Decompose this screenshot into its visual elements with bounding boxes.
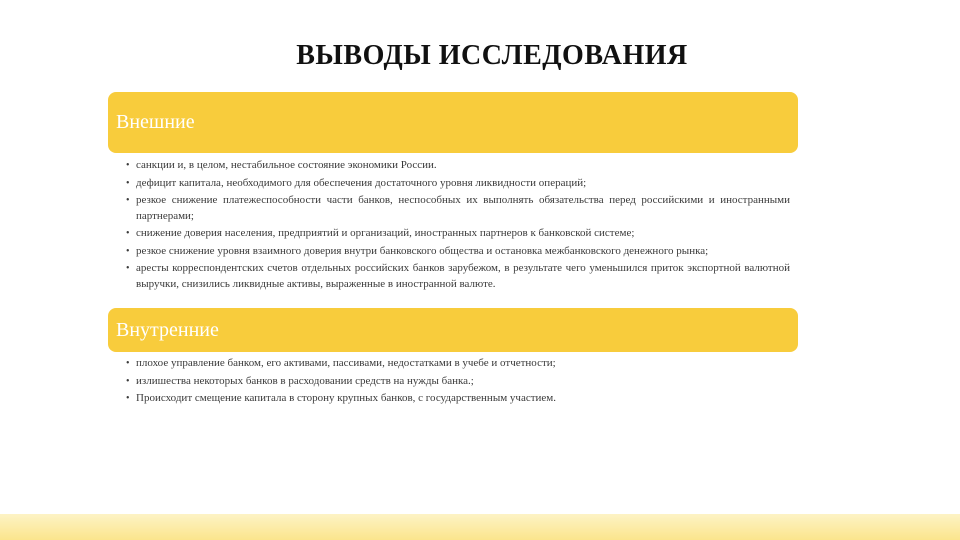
section-header-internal: Внутренние — [108, 308, 798, 352]
section-header-external: Внешние — [108, 92, 798, 153]
list-item: • излишества некоторых банков в расходовании средств на нужды банка.; — [126, 374, 790, 390]
external-factors-list — [126, 158, 790, 308]
list-item: • Происходит смещение капитала в сторону крупных банков, с государственным участием. — [126, 391, 790, 407]
list-item: • аресты корреспондентских счетов отдельных российских банков зарубежом, в результате чего уменьшился приток экспортной валютной выручки, снизились ликвидные активы, выраженные в иностранной валюте. — [126, 261, 790, 292]
list-item: • санкции и, в целом, нестабильное состояние экономики России. — [126, 158, 790, 174]
slide-title: ВЫВОДЫ ИССЛЕДОВАНИЯ — [296, 40, 688, 71]
list-item: • снижение доверия населения, предприятий и организаций, иностранных партнеров к банковской системе; — [126, 226, 790, 242]
internal-factors-list — [126, 356, 790, 409]
footer-band — [0, 514, 960, 540]
list-item: • плохое управление банком, его активами, пассивами, недостатками в учебе и отчетности; — [126, 356, 790, 372]
list-item: • резкое снижение платежеспособности части банков, неспособных их выполнять обязательства перед российскими и иностранными партнерами; — [126, 193, 790, 224]
list-item: • дефицит капитала, необходимого для обеспечения достаточного уровня ликвидности операций; — [126, 176, 790, 192]
list-item: • резкое снижение уровня взаимного доверия внутри банковского общества и остановка межбанковского денежного рынка; — [126, 244, 790, 260]
